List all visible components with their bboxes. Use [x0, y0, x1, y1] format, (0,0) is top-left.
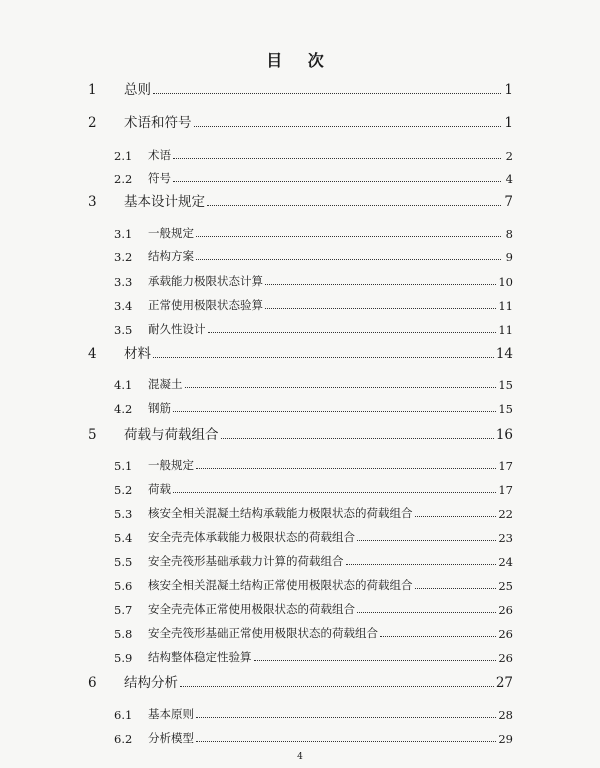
entry-label: 术语	[148, 148, 171, 162]
entry-label: 基本设计规定	[124, 194, 205, 210]
dot-leader	[265, 308, 496, 309]
entry-page: 27	[495, 675, 513, 691]
entry-page: 10	[498, 275, 513, 289]
dot-leader	[173, 181, 501, 182]
entry-page: 26	[498, 627, 513, 641]
dot-leader	[196, 259, 501, 260]
toc-entry	[88, 344, 513, 362]
entry-label: 术语和符号	[124, 115, 192, 131]
entry-page: 8	[505, 227, 513, 241]
entry-label: 荷载	[148, 482, 171, 496]
entry-label: 结构方案	[148, 249, 194, 263]
toc-entry	[114, 455, 513, 473]
entry-number: 2	[88, 115, 97, 131]
entry-page: 14	[495, 346, 513, 362]
dot-leader	[185, 387, 497, 388]
entry-number: 3.5	[114, 323, 133, 337]
entry-number: 6.2	[114, 732, 133, 746]
entry-label: 正常使用极限状态验算	[148, 298, 263, 312]
entry-page: 1	[504, 82, 513, 98]
entry-page: 11	[498, 323, 513, 337]
dot-leader	[196, 717, 496, 718]
entry-number: 5.3	[114, 507, 133, 521]
toc-entry	[88, 192, 513, 210]
entry-page: 25	[498, 579, 513, 593]
entry-label: 基本原则	[148, 707, 194, 721]
entry-number: 4.1	[114, 378, 133, 392]
entry-number: 3.4	[114, 299, 133, 313]
entry-label: 承载能力极限状态计算	[148, 274, 263, 288]
dot-leader	[221, 438, 494, 439]
dot-leader	[254, 660, 497, 661]
dot-leader	[180, 686, 494, 687]
dot-leader	[357, 612, 496, 613]
entry-label: 结构分析	[124, 675, 178, 691]
toc-title: 目 次	[266, 51, 334, 70]
entry-label: 钢筋	[148, 401, 171, 415]
toc-entry	[114, 223, 513, 241]
entry-number: 3.2	[114, 250, 133, 264]
toc-entry	[88, 673, 513, 691]
entry-label: 符号	[148, 171, 171, 185]
entry-number: 5.8	[114, 627, 133, 641]
entry-page: 15	[498, 402, 513, 416]
entry-page: 17	[498, 459, 513, 473]
dot-leader	[208, 332, 497, 333]
entry-label: 一般规定	[148, 458, 194, 472]
entry-label: 分析模型	[148, 731, 194, 745]
entry-label: 结构整体稳定性验算	[148, 650, 252, 664]
dot-leader	[265, 284, 496, 285]
dot-leader	[346, 564, 497, 565]
toc-entry	[114, 319, 513, 337]
toc-entry	[114, 374, 513, 392]
toc-entry	[114, 168, 513, 186]
entry-label: 荷载与荷载组合	[124, 427, 219, 443]
entry-page: 23	[498, 531, 513, 545]
entry-page: 15	[498, 378, 513, 392]
toc-entry	[114, 295, 513, 313]
entry-number: 5.9	[114, 651, 133, 665]
page-number: 4	[297, 752, 303, 762]
entry-page: 11	[498, 299, 513, 313]
entry-number: 3	[88, 194, 97, 210]
entry-page: 9	[505, 250, 513, 264]
dot-leader	[415, 516, 497, 517]
entry-page: 1	[504, 115, 513, 131]
entry-number: 1	[88, 82, 97, 98]
entry-number: 5.4	[114, 531, 133, 545]
entry-label: 核安全相关混凝土结构正常使用极限状态的荷载组合	[148, 578, 413, 592]
entry-number: 2.1	[114, 149, 133, 163]
entry-label: 总则	[124, 82, 151, 98]
entry-page: 7	[504, 194, 513, 210]
toc-entry	[114, 246, 513, 264]
toc-entry	[114, 527, 513, 545]
dot-leader	[153, 357, 494, 358]
entry-number: 5.5	[114, 555, 133, 569]
dot-leader	[357, 540, 496, 541]
toc-entry	[88, 113, 513, 131]
dot-leader	[173, 411, 496, 412]
entry-label: 耐久性设计	[148, 322, 206, 336]
toc-entry	[114, 145, 513, 163]
dot-leader	[207, 205, 501, 206]
entry-number: 5.6	[114, 579, 133, 593]
entry-label: 安全壳筏形基础正常使用极限状态的荷载组合	[148, 626, 378, 640]
toc-entry	[114, 704, 513, 722]
toc-entry	[114, 503, 513, 521]
entry-label: 混凝土	[148, 377, 183, 391]
entry-number: 5	[88, 427, 97, 443]
entry-label: 安全壳壳体正常使用极限状态的荷载组合	[148, 602, 355, 616]
entry-label: 材料	[124, 346, 151, 362]
dot-leader	[173, 158, 501, 159]
entry-number: 5.2	[114, 483, 133, 497]
toc-entry	[114, 271, 513, 289]
toc-entry	[114, 623, 513, 641]
entry-page: 16	[495, 427, 513, 443]
entry-page: 29	[498, 732, 513, 746]
entry-number: 3.1	[114, 227, 133, 241]
entry-page: 4	[505, 172, 513, 186]
entry-page: 24	[498, 555, 513, 569]
entry-page: 26	[498, 603, 513, 617]
dot-leader	[380, 636, 496, 637]
dot-leader	[196, 236, 501, 237]
entry-page: 28	[498, 708, 513, 722]
entry-page: 26	[498, 651, 513, 665]
toc-entry	[114, 551, 513, 569]
entry-number: 2.2	[114, 172, 133, 186]
entry-page: 22	[498, 507, 513, 521]
entry-number: 6	[88, 675, 97, 691]
toc-entry	[88, 80, 513, 98]
entry-number: 6.1	[114, 708, 133, 722]
entry-label: 核安全相关混凝土结构承载能力极限状态的荷载组合	[148, 506, 413, 520]
entry-label: 一般规定	[148, 226, 194, 240]
entry-number: 4	[88, 346, 97, 362]
entry-number: 5.7	[114, 603, 133, 617]
dot-leader	[196, 741, 496, 742]
toc-entry	[114, 599, 513, 617]
toc-entry	[114, 575, 513, 593]
dot-leader	[153, 93, 501, 94]
dot-leader	[173, 492, 496, 493]
dot-leader	[415, 588, 497, 589]
entry-label: 安全壳筏形基础承载力计算的荷载组合	[148, 554, 344, 568]
entry-number: 3.3	[114, 275, 133, 289]
entry-number: 4.2	[114, 402, 133, 416]
toc-entry	[114, 728, 513, 746]
entry-label: 安全壳壳体承载能力极限状态的荷载组合	[148, 530, 355, 544]
entry-page: 17	[498, 483, 513, 497]
dot-leader	[196, 468, 496, 469]
toc-entry	[114, 398, 513, 416]
toc-entry	[114, 479, 513, 497]
toc-entry	[114, 647, 513, 665]
entry-number: 5.1	[114, 459, 133, 473]
dot-leader	[194, 126, 502, 127]
toc-entry	[88, 425, 513, 443]
entry-page: 2	[505, 149, 513, 163]
